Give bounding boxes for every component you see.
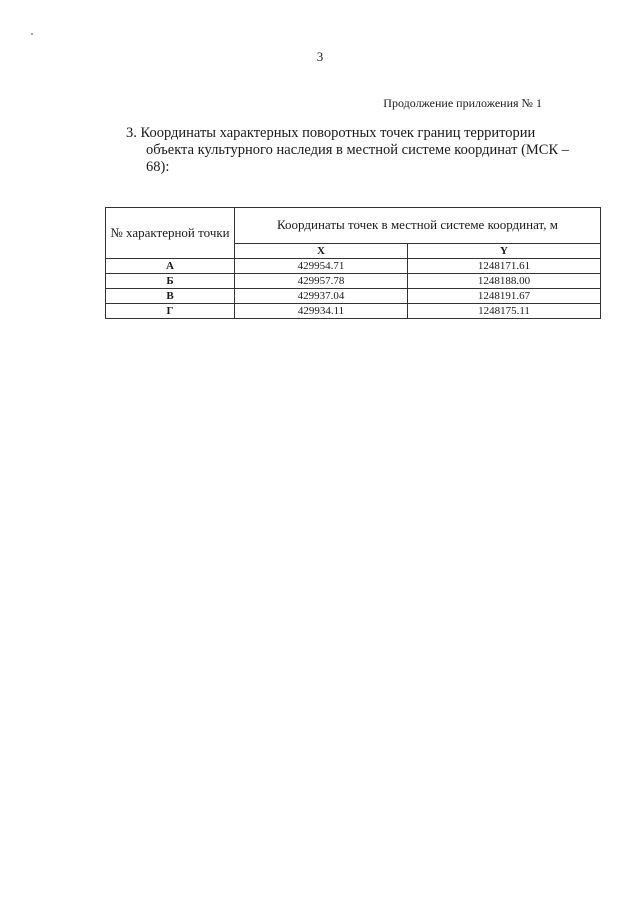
point-label: Б (106, 274, 235, 289)
table-header-row (106, 208, 601, 244)
point-x: 429937.04 (235, 289, 408, 304)
point-label: В (106, 289, 235, 304)
header-y: Y (408, 243, 601, 258)
point-x: 429957.78 (235, 274, 408, 289)
section-heading-line-3: 68): (146, 159, 170, 175)
appendix-continuation-note: Продолжение приложения № 1 (383, 96, 542, 110)
point-y: 1248191.67 (408, 289, 601, 304)
coordinates-table (105, 207, 601, 319)
point-y: 1248171.61 (408, 259, 601, 274)
table-row (106, 259, 601, 274)
point-label: А (106, 259, 235, 274)
table-row (106, 289, 601, 304)
point-x: 429934.11 (235, 304, 408, 319)
point-y: 1248175.11 (408, 304, 601, 319)
section-heading-line-2: объекта культурного наследия в местной системе координат (МСК – (146, 142, 570, 158)
table-row (106, 274, 601, 289)
section-heading (126, 125, 596, 176)
point-label: Г (106, 304, 235, 319)
section-heading-line-1: 3. Координаты характерных поворотных точек границ территории (126, 125, 536, 141)
page-number: 3 (316, 49, 324, 64)
header-point-number: № характерной точки (106, 208, 235, 259)
header-x: X (235, 243, 408, 258)
point-x: 429954.71 (235, 259, 408, 274)
scan-speck (31, 33, 33, 35)
table-row (106, 304, 601, 319)
header-coordinates-group: Координаты точек в местной системе координат, м (235, 208, 601, 244)
point-y: 1248188.00 (408, 274, 601, 289)
